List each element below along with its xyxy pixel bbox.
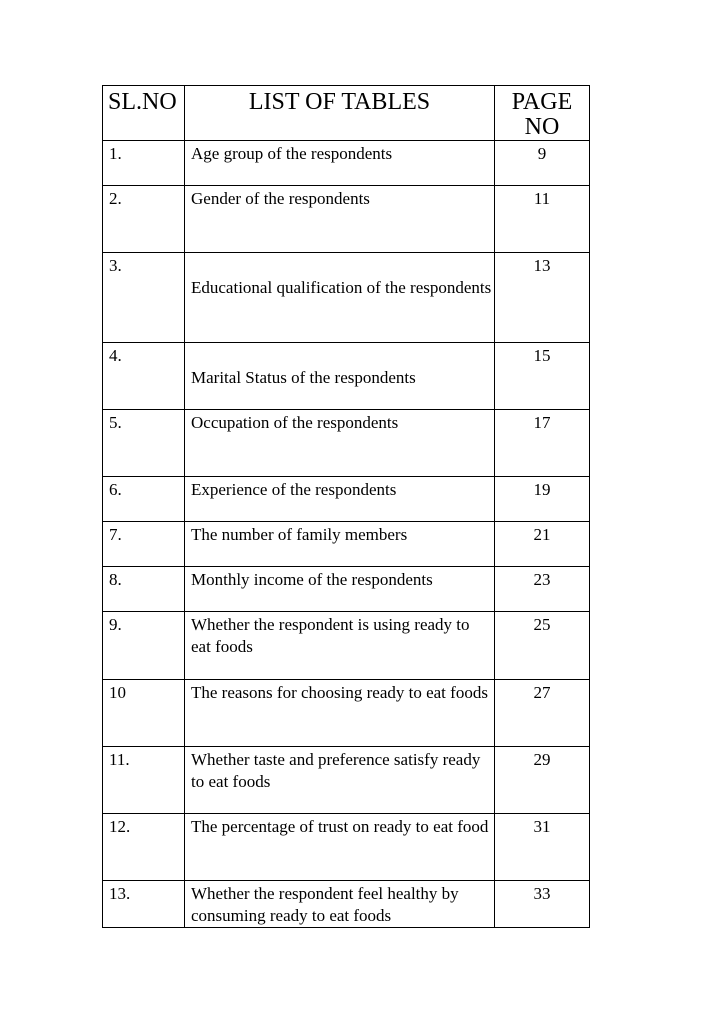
row-sl-no: 1. bbox=[103, 141, 185, 186]
row-page-no: 9 bbox=[495, 141, 590, 186]
row-title: Whether the respondent feel healthy by consuming ready to eat foods bbox=[185, 881, 495, 928]
header-page-no: PAGE NO bbox=[495, 86, 590, 141]
table-row bbox=[103, 747, 590, 814]
table-row bbox=[103, 814, 590, 881]
row-page-no: 25 bbox=[495, 612, 590, 680]
header-sl-no: SL.NO bbox=[103, 86, 185, 141]
row-title-cell bbox=[185, 253, 495, 343]
table-row bbox=[103, 410, 590, 477]
table-row bbox=[103, 567, 590, 612]
row-sl-no: 2. bbox=[103, 186, 185, 253]
row-title: The reasons for choosing ready to eat foods bbox=[185, 680, 495, 747]
row-title: Experience of the respondents bbox=[185, 477, 495, 522]
row-sl-no: 11. bbox=[103, 747, 185, 814]
row-title: Whether taste and preference satisfy ready to eat foods bbox=[185, 747, 495, 814]
table-header-row bbox=[103, 86, 590, 141]
row-title: Whether the respondent is using ready to eat foods bbox=[185, 612, 495, 680]
header-list-of-tables: LIST OF TABLES bbox=[185, 86, 495, 141]
row-sl-no: 3. bbox=[103, 253, 185, 343]
row-page-no: 31 bbox=[495, 814, 590, 881]
row-title: Marital Status of the respondents bbox=[191, 368, 416, 387]
table-row bbox=[103, 343, 590, 410]
table-row bbox=[103, 522, 590, 567]
row-title: Occupation of the respondents bbox=[185, 410, 495, 477]
row-sl-no: 13. bbox=[103, 881, 185, 928]
row-page-no: 11 bbox=[495, 186, 590, 253]
row-page-no: 23 bbox=[495, 567, 590, 612]
table-row bbox=[103, 477, 590, 522]
row-title: Age group of the respondents bbox=[185, 141, 495, 186]
table-row bbox=[103, 141, 590, 186]
table-row bbox=[103, 680, 590, 747]
table-row bbox=[103, 612, 590, 680]
row-page-no: 15 bbox=[495, 343, 590, 410]
row-page-no: 13 bbox=[495, 253, 590, 343]
row-title: Gender of the respondents bbox=[185, 186, 495, 253]
row-sl-no: 12. bbox=[103, 814, 185, 881]
row-sl-no: 8. bbox=[103, 567, 185, 612]
row-title: Monthly income of the respondents bbox=[185, 567, 495, 612]
row-sl-no: 7. bbox=[103, 522, 185, 567]
row-page-no: 17 bbox=[495, 410, 590, 477]
row-sl-no: 4. bbox=[103, 343, 185, 410]
table-row bbox=[103, 881, 590, 928]
row-title: The number of family members bbox=[185, 522, 495, 567]
row-page-no: 19 bbox=[495, 477, 590, 522]
row-title: The percentage of trust on ready to eat food bbox=[185, 814, 495, 881]
row-sl-no: 9. bbox=[103, 612, 185, 680]
row-page-no: 27 bbox=[495, 680, 590, 747]
row-title: Educational qualification of the respondents bbox=[191, 278, 492, 297]
row-title-cell bbox=[185, 343, 495, 410]
row-page-no: 33 bbox=[495, 881, 590, 928]
row-sl-no: 6. bbox=[103, 477, 185, 522]
row-sl-no: 5. bbox=[103, 410, 185, 477]
list-of-tables bbox=[102, 85, 590, 928]
row-page-no: 29 bbox=[495, 747, 590, 814]
row-sl-no: 10 bbox=[103, 680, 185, 747]
row-page-no: 21 bbox=[495, 522, 590, 567]
table-row bbox=[103, 186, 590, 253]
table-row bbox=[103, 253, 590, 343]
